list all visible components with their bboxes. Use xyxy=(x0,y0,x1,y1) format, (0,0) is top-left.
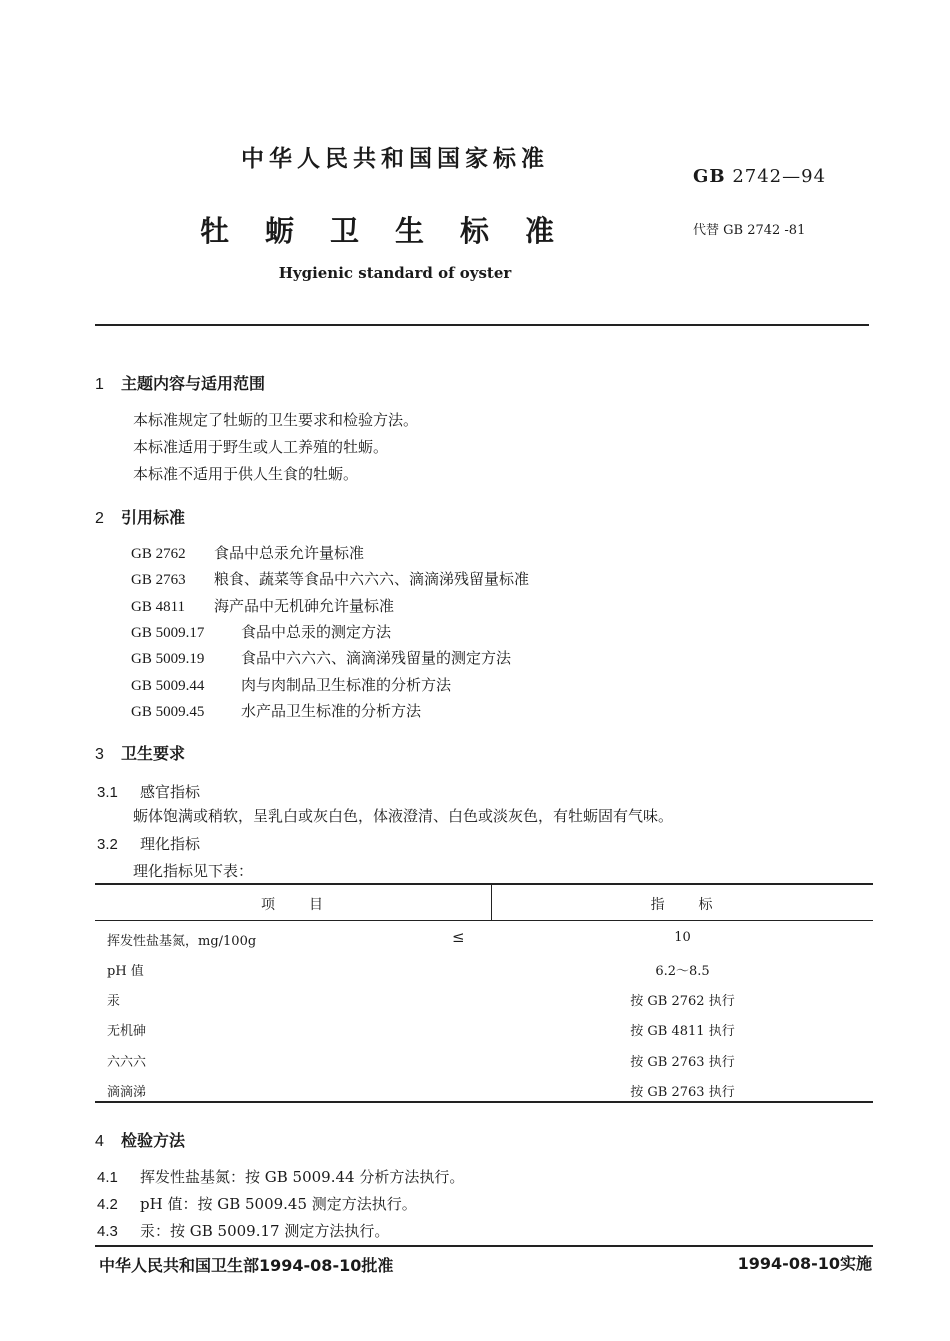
section-number: 3 xyxy=(95,746,104,763)
standard-code-prefix: GB xyxy=(693,166,726,187)
table-cell-item: 无机砷 xyxy=(107,1024,147,1039)
table-cell-item: pH 值 xyxy=(107,964,144,979)
paragraph: 本标准不适用于供人生食的牡蛎。 xyxy=(133,465,359,483)
reference-item xyxy=(131,674,451,695)
table-bottom-rule xyxy=(95,1101,873,1103)
table-cell-value: 6.2～8.5 xyxy=(655,964,710,979)
reference-title: 食品中总汞允许量标准 xyxy=(214,544,365,562)
section-1-heading xyxy=(95,371,265,394)
table-cell-symbol: ≤ xyxy=(452,928,465,946)
table-cell-value: 按 GB 2763 执行 xyxy=(630,1055,735,1070)
reference-title: 水产品卫生标准的分析方法 xyxy=(241,702,422,720)
method-number: 4.1 xyxy=(97,1169,118,1186)
reference-title: 食品中总汞的测定方法 xyxy=(241,623,392,641)
subsection-title: 理化指标 xyxy=(140,835,201,853)
reference-title: 海产品中无机砷允许量标准 xyxy=(214,597,395,615)
method-number: 4.2 xyxy=(97,1196,118,1213)
subsection-title: 感官指标 xyxy=(140,783,201,801)
table-cell-item: 挥发性盐基氮，mg/100g xyxy=(107,934,257,949)
standard-code-number: 2742—94 xyxy=(732,166,827,187)
section-number: 2 xyxy=(95,510,104,527)
reference-item xyxy=(131,647,511,668)
table-cell-value: 10 xyxy=(674,930,691,945)
paragraph: 本标准适用于野生或人工养殖的牡蛎。 xyxy=(133,438,389,456)
reference-code: GB 2762 xyxy=(131,546,186,562)
table-header-item: 项 目 xyxy=(261,897,325,913)
method-text: 汞：按 GB 5009.17 测定方法执行。 xyxy=(140,1222,390,1240)
table-cell-value: 按 GB 2763 执行 xyxy=(630,1085,735,1100)
paragraph: 本标准规定了牡蛎的卫生要求和检验方法。 xyxy=(133,411,419,429)
page-title: 牡蛎卫生标准 xyxy=(199,214,590,248)
section-title: 引用标准 xyxy=(121,508,186,527)
table-cell-value: 按 GB 2762 执行 xyxy=(630,994,735,1009)
paragraph: 理化指标见下表： xyxy=(133,862,254,880)
reference-code: GB 5009.45 xyxy=(131,704,205,720)
section-number: 4 xyxy=(95,1133,104,1150)
section-4-heading xyxy=(95,1128,185,1151)
reference-code: GB 4811 xyxy=(131,599,186,615)
method-text: 挥发性盐基氮：按 GB 5009.44 分析方法执行。 xyxy=(140,1168,465,1186)
reference-code: GB 5009.44 xyxy=(131,678,205,694)
issuing-authority: 中华人民共和国国家标准 xyxy=(241,145,549,172)
reference-item xyxy=(131,595,394,616)
table-header-rule xyxy=(95,920,873,921)
method-item xyxy=(97,1193,417,1214)
section-title: 卫生要求 xyxy=(121,744,186,763)
implementation-date: 1994-08-10实施 xyxy=(737,1254,872,1273)
table-cell-item: 滴滴涕 xyxy=(107,1085,147,1100)
subsection-3-1-heading xyxy=(97,781,200,802)
reference-code: GB 5009.17 xyxy=(131,625,205,641)
method-item xyxy=(97,1166,464,1187)
reference-title: 食品中六六六、滴滴涕残留量的测定方法 xyxy=(241,649,512,667)
approval-line: 中华人民共和国卫生部1994-08-10批准 xyxy=(99,1256,394,1275)
reference-title: 粮食、蔬菜等食品中六六六、滴滴涕残留量标准 xyxy=(214,570,530,588)
table-header-value: 指 标 xyxy=(650,897,715,913)
reference-item xyxy=(131,621,391,642)
standard-code xyxy=(693,166,826,187)
subsection-number: 3.2 xyxy=(97,836,118,853)
section-title: 主题内容与适用范围 xyxy=(121,374,266,393)
subsection-number: 3.1 xyxy=(97,784,118,801)
section-title: 检验方法 xyxy=(121,1131,186,1150)
subsection-3-2-heading xyxy=(97,833,200,854)
section-number: 1 xyxy=(95,376,104,393)
table-cell-value: 按 GB 4811 执行 xyxy=(630,1024,735,1039)
header-divider xyxy=(95,324,869,326)
reference-code: GB 2763 xyxy=(131,572,186,588)
reference-title: 肉与肉制品卫生标准的分析方法 xyxy=(241,676,452,694)
paragraph: 蛎体饱满或稍软，呈乳白或灰白色，体液澄清、白色或淡灰色，有牡蛎固有气味。 xyxy=(133,807,674,825)
reference-code: GB 5009.19 xyxy=(131,651,205,667)
method-text: pH 值：按 GB 5009.45 测定方法执行。 xyxy=(140,1195,417,1213)
replaces-standard: 代替 GB 2742 -81 xyxy=(693,223,806,238)
footer-divider xyxy=(95,1245,873,1247)
table-top-rule xyxy=(95,883,873,885)
english-title: Hygienic standard of oyster xyxy=(278,264,512,282)
table-cell-item: 汞 xyxy=(107,994,121,1009)
table-cell-item: 六六六 xyxy=(107,1055,147,1070)
method-item xyxy=(97,1220,389,1241)
reference-item xyxy=(131,568,529,589)
reference-item xyxy=(131,700,421,721)
section-2-heading xyxy=(95,505,185,528)
section-3-heading xyxy=(95,741,185,764)
reference-item xyxy=(131,542,364,563)
method-number: 4.3 xyxy=(97,1223,118,1240)
